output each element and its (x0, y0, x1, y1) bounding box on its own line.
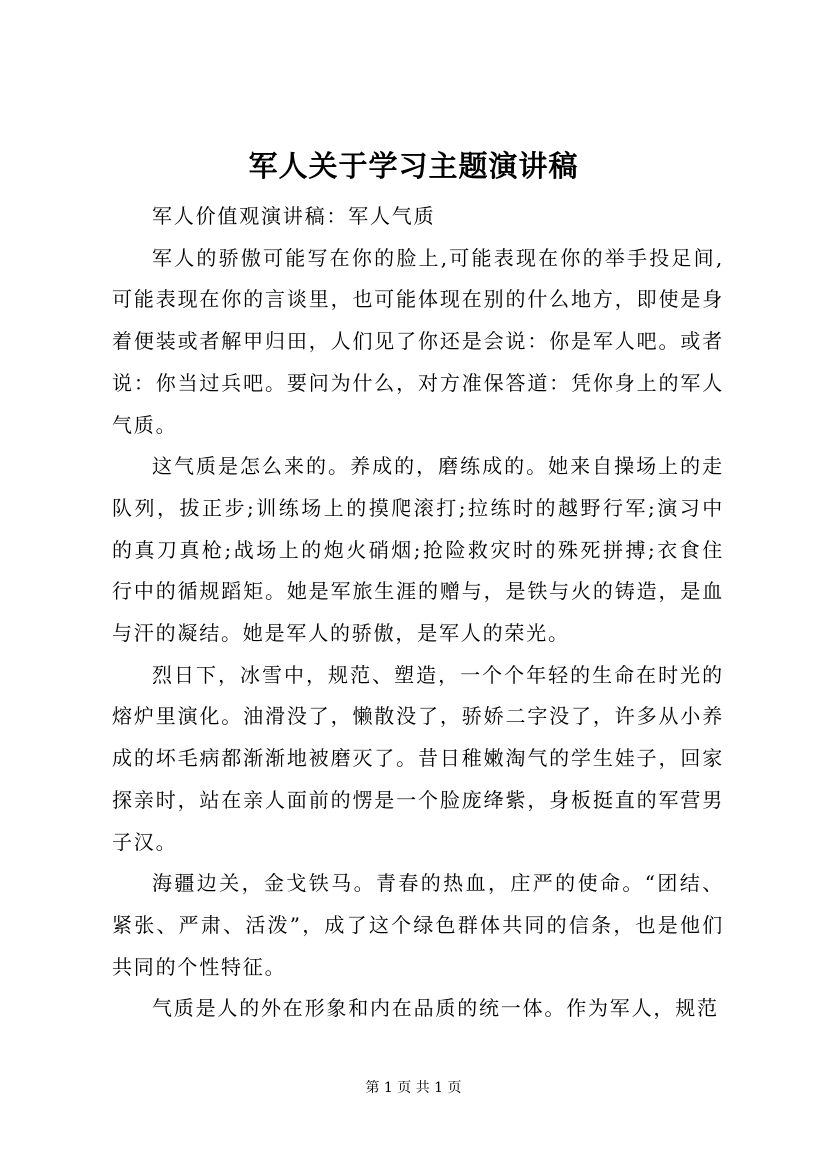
document-body (112, 196, 724, 1030)
paragraph-5: 气质是人的外在形象和内在品质的统一体。作为军人，规范 (152, 996, 719, 1021)
paragraph-2: 这气质是怎么来的。养成的，磨练成的。她来自操场上的走队列，拔正步;训练场上的摸爬滚打;拉练时的越野行军;演习中的真刀真枪;战场上的炮火硝烟;抢险救灾时的殊死拼搏;衣食住行中的循规蹈矩。她是军旅生涯的赠与，是铁与火的铸造，是血与汗的凝结。她是军人的骄傲，是军人的荣光。 (112, 454, 724, 646)
document-title: 军人关于学习主题演讲稿 (248, 149, 579, 183)
paragraph-3: 烈日下，冰雪中，规范、塑造，一个个年轻的生命在时光的熔炉里演化。油滑没了，懒散没了，骄娇二字没了，许多从小养成的坏毛病都渐渐地被磨灭了。昔日稚嫩淘气的学生娃子，回家探亲时，站在亲人面前的愣是一个脸庞绛紫，身板挺直的军营男子汉。 (112, 662, 724, 854)
page-footer (0, 1078, 827, 1098)
paragraph-1: 军人的骄傲可能写在你的脸上,可能表现在你的举手投足间,可能表现在你的言谈里，也可能体现在别的什么地方，即使是身着便装或者解甲归田，人们见了你还是会说：你是军人吧。或者说：你当过兵吧。要问为什么，对方准保答道：凭你身上的军人气质。 (112, 245, 724, 437)
paragraph-4: 海疆边关，金戈铁马。青春的热血，庄严的使命。“团结、紧张、严肃、活泼”，成了这个绿色群体共同的信条，也是他们共同的个性特征。 (112, 871, 724, 979)
subheading: 军人价值观演讲稿：军人气质 (152, 204, 436, 228)
page-number-label: 第 1 页 共 1 页 (365, 1080, 462, 1096)
